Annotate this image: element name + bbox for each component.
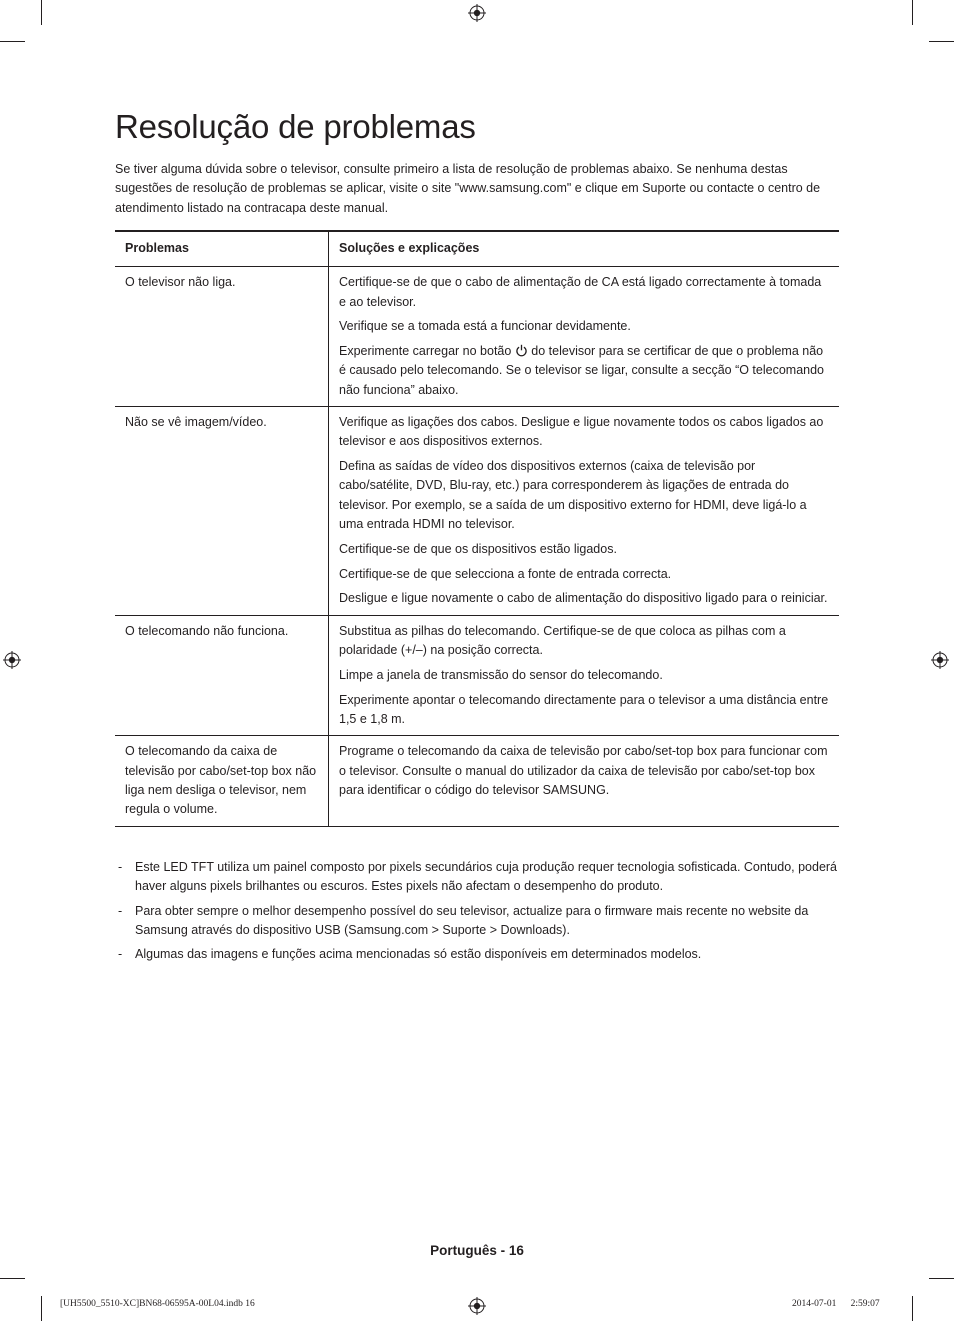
solution-text: Certifique-se de que os dispositivos estão ligados. (339, 541, 617, 556)
solution-text: Defina as saídas de vídeo dos dispositivos externos (caixa de televisão por cabo/satélite, DVD, Blu-ray, etc.) para corresponderem às ligações de entrada do televisor. Por exemplo, se a saída de um dispositivo externo for HDMI, deve ligá-lo a uma entrada HDMI no televisor. (339, 459, 807, 532)
table-row (115, 615, 839, 735)
table-row (115, 267, 839, 407)
table-row (115, 407, 839, 616)
solution-text: Substitua as pilhas do telecomando. Certifique-se de que coloca as pilhas com a polaridade (+/–) na posição correcta. (339, 623, 786, 658)
problem-cell: Não se vê imagem/vídeo. (115, 407, 329, 616)
solution-text-after: do televisor para se certificar de que o problema não é causado pelo telecomando. Se o televisor se ligar, consulte a secção “O telecomando não funciona” abaixo. (339, 344, 825, 397)
solution-text: Desligue e ligue novamente o cabo de alimentação do dispositivo ligado para o reiniciar. (339, 591, 828, 606)
registration-mark-icon (3, 651, 21, 669)
solution-text: Verifique se a tomada está a funcionar devidamente. (339, 319, 631, 334)
solution-text: Verifique as ligações dos cabos. Desligue e ligue novamente todos os cabos ligados ao televisor e aos dispositivos externos. (339, 415, 824, 449)
note-text: Este LED TFT utiliza um painel composto por pixels secundários cuja produção requer tecnologia sofisticada. Contudo, poderá haver alguns pixels brilhantes ou escuros. Estes pixels não afectam o desempenho do produto. (135, 860, 838, 894)
solution-text: Certifique-se de que o cabo de alimentação de CA está ligado correctamente à tomada e ao televisor. (339, 275, 822, 309)
crop-mark (0, 1278, 25, 1279)
print-slug-left: [UH5500_5510-XC]BN68-06595A-00L04.indb 16 (60, 1299, 255, 1309)
note-item (115, 858, 839, 897)
crop-mark (41, 1296, 42, 1321)
solution-text: Limpe a janela de transmissão do sensor do telecomando. (339, 667, 663, 682)
note-text: Algumas das imagens e funções acima mencionadas só estão disponíveis em determinados modelos. (135, 947, 702, 962)
crop-mark (41, 0, 42, 25)
page-footer: Português - 16 (430, 1243, 524, 1258)
solution-text-before: Experimente carregar no botão (339, 344, 512, 359)
note-marker: - (118, 860, 123, 874)
power-icon (515, 344, 528, 357)
crop-mark (912, 1296, 913, 1321)
problem-cell: O telecomando não funciona. (115, 615, 329, 735)
solutions-cell (329, 615, 840, 735)
crop-mark (912, 0, 913, 25)
print-slug-right: 2014-07-01 2:59:07 (792, 1299, 880, 1309)
note-marker: - (118, 903, 123, 918)
note-text: Para obter sempre o melhor desempenho possível do seu televisor, actualize para o firmware mais recente no website da Samsung através do dispositivo USB (Samsung.com > Suporte > Downloads). (135, 903, 809, 937)
page-title: Resolução de problemas (115, 108, 476, 145)
column-header-problems: Problemas (115, 231, 329, 267)
crop-mark (929, 41, 954, 42)
problem-cell: O telecomando da caixa de televisão por cabo/set-top box não liga nem desliga o televisor, nem regula o volume. (115, 736, 329, 827)
column-header-solutions: Soluções e explicações (329, 231, 840, 267)
solutions-cell (329, 736, 840, 827)
note-item (115, 945, 839, 964)
solutions-cell (329, 407, 840, 616)
registration-mark-icon (468, 4, 486, 22)
registration-mark-icon (468, 1297, 486, 1315)
table-header-row (115, 231, 839, 267)
problem-cell: O televisor não liga. (115, 267, 329, 407)
registration-mark-icon (931, 651, 949, 669)
note-marker: - (118, 947, 123, 962)
crop-mark (0, 41, 25, 42)
solution-text-power (339, 342, 829, 400)
solutions-cell (329, 267, 840, 407)
troubleshooting-table (115, 230, 839, 827)
intro-paragraph: Se tiver alguma dúvida sobre o televisor, consulte primeiro a lista de resolução de problemas abaixo. Se nenhuma destas sugestões de resolução de problemas se aplicar, visite o site "www.samsung.com" e clique em Suporte ou contacte o centro de atendimento listado na contracapa deste manual. (115, 162, 821, 215)
note-item (115, 902, 839, 941)
solution-text: Experimente apontar o telecomando directamente para o televisor a uma distância entre 1,5 e 1,8 m. (339, 692, 829, 726)
crop-mark (929, 1278, 954, 1279)
solution-text: Certifique-se de que selecciona a fonte de entrada correcta. (339, 566, 672, 581)
solution-text: Programe o telecomando da caixa de televisão por cabo/set-top box para funcionar com o televisor. Consulte o manual do utilizador da caixa de televisão por cabo/set-top box para identificar o código do televisor SAMSUNG. (339, 744, 828, 797)
table-row (115, 736, 839, 827)
notes-list (115, 858, 839, 969)
